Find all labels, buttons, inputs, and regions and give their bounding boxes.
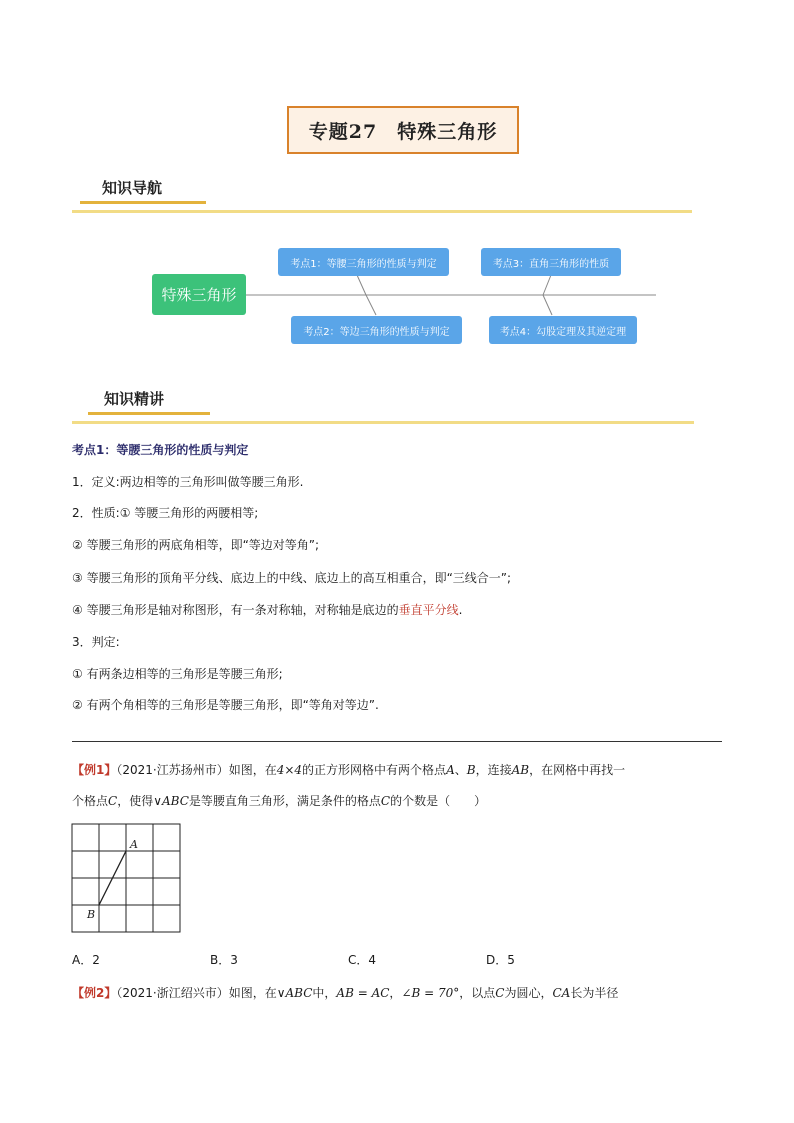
point-label-b: B <box>87 908 96 921</box>
choice-b: B．3 <box>210 953 238 967</box>
definition-line: 1．定义:两边相等的三角形叫做等腰三角形. <box>72 475 304 489</box>
example1-line2: 个格点C，使得∨ABC是等腰直角三角形，满足条件的格点C的个数是（ ） <box>72 794 487 808</box>
point-label-a: A <box>130 838 138 851</box>
example1-line1: 【例1】（2021·江苏扬州市）如图，在4×4的正方形网格中有两个格点A、B，连接AB，在网格中再找一 <box>72 763 626 777</box>
topic-title: 考点1：等腰三角形的性质与判定 <box>72 443 249 457</box>
judgement-2: ② 有两个角相等的三角形是等腰三角形，即“等角对等边”. <box>72 698 379 712</box>
choice-a: A．2 <box>72 953 100 967</box>
example2-line1: 【例2】（2021·浙江绍兴市）如图，在∨ABC中，AB = AC，∠B = 70°，以点C为圆心，CA长为半径 <box>72 986 619 1000</box>
mindmap-node-topic2: 考点2：等边三角形的性质与判定 <box>291 316 462 344</box>
highlight-perpendicular-bisector: 垂直平分线 <box>398 603 459 617</box>
property-4: ④ 等腰三角形是轴对称图形，有一条对称轴，对称轴是底边的垂直平分线. <box>72 603 463 617</box>
section-heading-knowledge-explain: 知识精讲 <box>104 390 165 408</box>
judgement-label: 3．判定: <box>72 635 120 649</box>
property-2: ② 等腰三角形的两底角相等，即“等边对等角”; <box>72 538 320 552</box>
property-label: 2．性质:① 等腰三角形的两腰相等; <box>72 506 259 520</box>
property-3: ③ 等腰三角形的顶角平分线、底边上的中线、底边上的高互相重合，即“三线合一”; <box>72 571 512 585</box>
section-heading-knowledge-nav: 知识导航 <box>102 179 163 197</box>
choice-c: C．4 <box>348 953 377 967</box>
divider <box>72 741 722 742</box>
mindmap-node-topic4: 考点4：勾股定理及其逆定理 <box>489 316 637 344</box>
mindmap-node-topic3: 考点3：直角三角形的性质 <box>481 248 621 276</box>
choice-d: D．5 <box>486 953 515 967</box>
section-underline-long <box>72 421 694 424</box>
property-1: ① 等腰三角形的两腰相等; <box>119 506 259 520</box>
judgement-1: ① 有两条边相等的三角形是等腰三角形; <box>72 667 283 681</box>
page-title: 专题27 特殊三角形 <box>287 106 519 154</box>
section-underline-short <box>88 412 210 415</box>
example1-grid-figure <box>70 822 184 936</box>
mindmap-root: 特殊三角形 <box>152 274 246 315</box>
mindmap-node-topic1: 考点1：等腰三角形的性质与判定 <box>278 248 449 276</box>
